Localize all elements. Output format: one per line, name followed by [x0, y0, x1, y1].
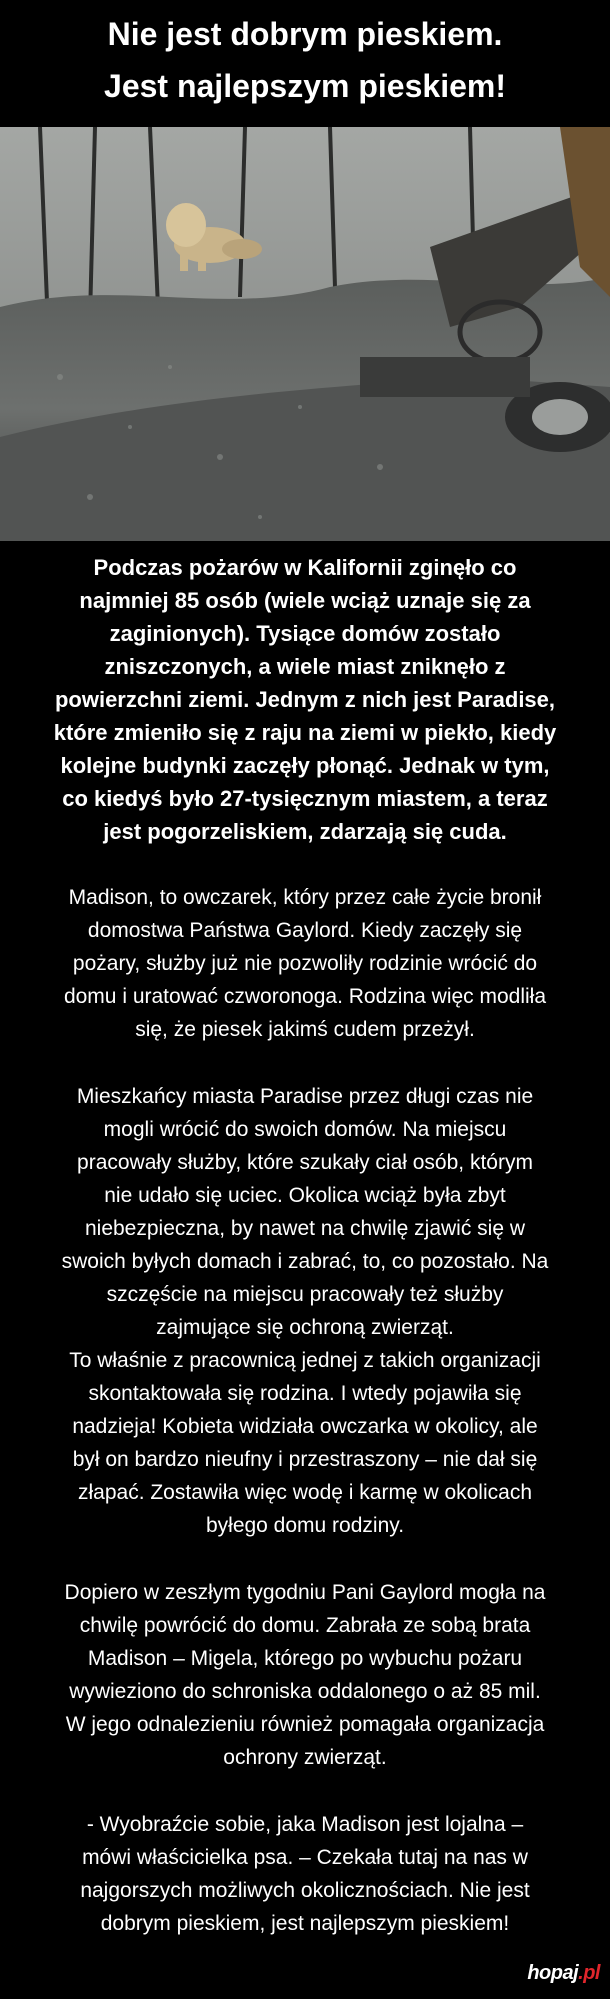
paragraph-line: Madison – Migela, którego po wybuchu pożaru	[87, 1647, 523, 1670]
paragraph-line: zajmujące się ochroną zwierząt.	[156, 1316, 454, 1339]
paragraph-line: niebezpieczna, by nawet na chwilę zjawić się w	[84, 1217, 526, 1240]
paragraph-line: mogli wrócić do swoich domów. Na miejscu	[103, 1118, 507, 1141]
site-watermark[interactable]	[527, 1962, 600, 1985]
intro-line: powierzchni ziemi. Jednym z nich jest Paradise,	[54, 687, 556, 712]
paragraph-line: W jego odnalezieniu również pomagała organizacja	[65, 1713, 545, 1736]
paragraph-line: szczęście na miejscu pracowały też służby	[106, 1283, 504, 1306]
paragraph-line: dobrym pieskiem, jest najlepszym pieskiem!	[100, 1912, 510, 1935]
brand-name: hopaj	[527, 1962, 579, 1984]
paragraph-line: nadzieja! Kobieta widziała owczarka w okolicy, ale	[72, 1415, 538, 1438]
paragraph-line: pożary, służby już nie pozwoliły rodzinie wrócić do	[72, 952, 538, 975]
paragraph-line: mówi właścicielka psa. – Czekała tutaj na nas w	[82, 1846, 528, 1869]
intro-paragraph	[20, 551, 590, 848]
title-line-1: Nie jest dobrym pieskiem.	[107, 16, 503, 52]
paragraph-madison	[20, 881, 590, 1046]
paragraph-line: Mieszkańcy miasta Paradise przez długi czas nie	[76, 1085, 534, 1108]
intro-line: co kiedyś było 27-tysięcznym miastem, a teraz	[62, 786, 548, 811]
intro-line: najmniej 85 osób (wiele wciąż uznaje się za	[79, 588, 531, 613]
paragraph-line: Dopiero w zeszłym tygodniu Pani Gaylord mogła na	[64, 1581, 546, 1604]
paragraph-line: wywieziono do schroniska oddalonego o aż 85 mil.	[69, 1680, 541, 1703]
paragraph-line: swoich byłych domach i zabrać, to, co pozostało. Na	[61, 1250, 549, 1273]
dog-in-burned-ruins-photo	[0, 127, 610, 541]
intro-line: jest pogorzeliskiem, zdarzają się cuda.	[103, 819, 507, 844]
intro-line: kolejne budynki zaczęły płonąć. Jednak w tym,	[60, 753, 550, 778]
paragraph-line: chwilę powrócić do domu. Zabrała ze sobą brata	[79, 1614, 531, 1637]
intro-line: zniszczonych, a wiele miast zniknęło z	[104, 654, 506, 679]
intro-line: zaginionych). Tysiące domów zostało	[109, 621, 501, 646]
paragraph-line: najgorszych możliwych okolicznościach. Nie jest	[80, 1879, 530, 1902]
paragraph-line: się, że piesek jakimś cudem przeżył.	[135, 1018, 475, 1041]
paragraph-line: nie udało się uciec. Okolica wciąż była zbyt	[104, 1184, 506, 1207]
intro-line: Podczas pożarów w Kalifornii zginęło co	[93, 555, 517, 580]
page-title	[0, 8, 610, 112]
brand-tld: .pl	[578, 1962, 600, 1984]
paragraph-line: byłego domu rodziny.	[205, 1514, 405, 1537]
paragraph-line: skontaktowała się rodzina. I wtedy pojawiła się	[88, 1382, 522, 1405]
title-line-2: Jest najlepszym pieskiem!	[104, 68, 506, 104]
paragraph-quote	[20, 1808, 590, 1940]
paragraph-line: złapać. Zostawiła więc wodę i karmę w okolicach	[77, 1481, 532, 1504]
paragraph-line: - Wyobraźcie sobie, jaka Madison jest lojalna –	[86, 1813, 524, 1836]
paragraph-residents	[20, 1080, 590, 1344]
paragraph-return	[20, 1576, 590, 1774]
paragraph-line: To właśnie z pracownicą jednej z takich organizacji	[69, 1349, 541, 1372]
paragraph-line: domostwa Państwa Gaylord. Kiedy zaczęły się	[87, 919, 523, 942]
intro-line: które zmieniło się z raju na ziemi w piekło, kiedy	[53, 720, 557, 745]
paragraph-line: pracowały służby, które szukały ciał osób, którym	[77, 1151, 533, 1174]
paragraph-line: ochrony zwierząt.	[223, 1746, 387, 1769]
paragraph-line: domu i uratować czworonoga. Rodzina więc modliła	[63, 985, 547, 1008]
paragraph-line: był on bardzo nieufny i przestraszony – nie dał się	[72, 1448, 538, 1471]
paragraph-line: Madison, to owczarek, który przez całe życie bronił	[68, 886, 542, 909]
paragraph-organization	[20, 1344, 590, 1542]
